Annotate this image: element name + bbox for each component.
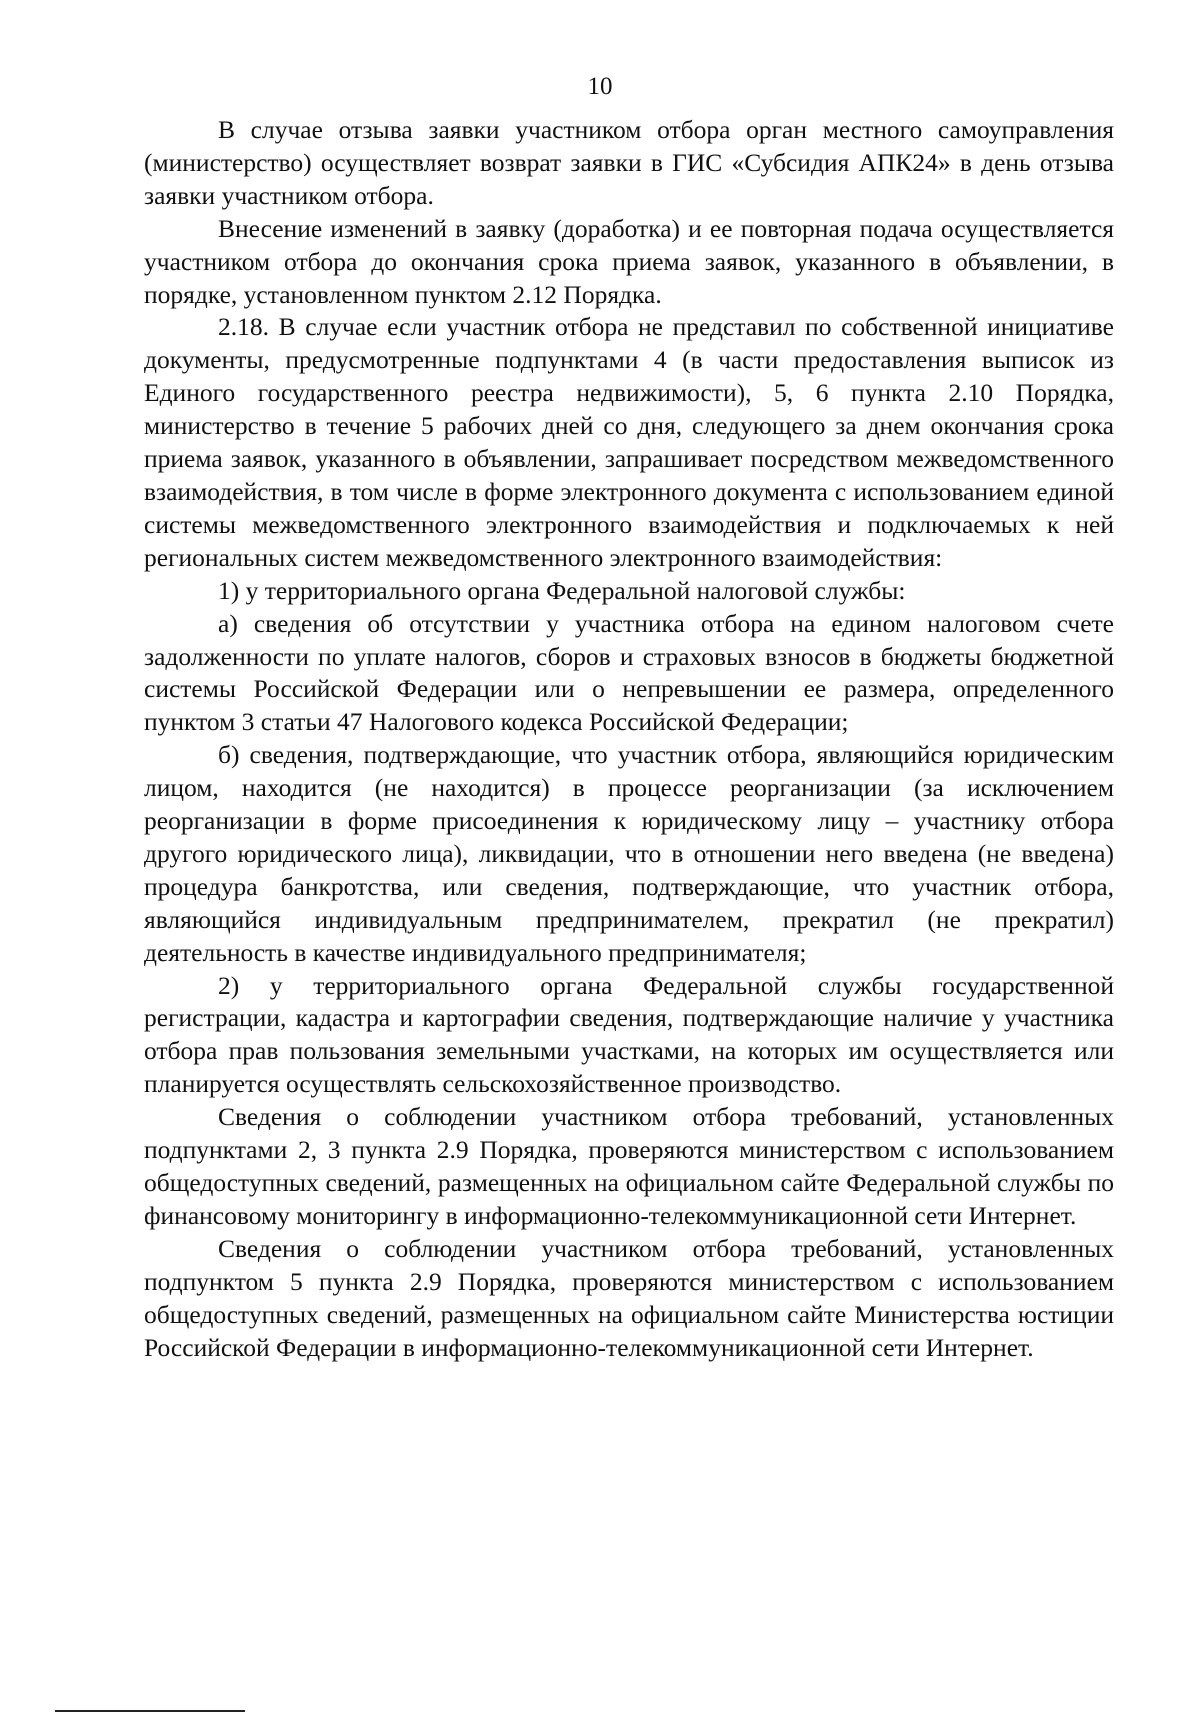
document-body (144, 114, 1114, 1364)
paragraph-amendment: Внесение изменений в заявку (доработка) и ее повторная подача осуществляется участником отбора до окончания срока приема заявок, указанного в объявлении, в порядке, установленном пунктом 2.12 Порядка. (144, 213, 1114, 309)
paragraph-minjust: Сведения о соблюдении участником отбора требований, установленных подпунктом 5 пункта 2.9 Порядка, проверяются министерством с использованием общедоступных сведений, размещенных на официальном сайте Министерства юстиции Российской Федерации в информационно-телекоммуникационной сети Интернет. (144, 1233, 1114, 1362)
footer-rule (55, 1710, 245, 1712)
paragraph-item-1a: а) сведения об отсутствии у участника отбора на едином налоговом счете задолженности по уплате налогов, сборов и страховых взносов в бюджеты бюджетной системы Российской Федерации или о непревышении ее размера, определенного пунктом 3 статьи 47 Налогового кодекса Российской Федерации; (144, 608, 1114, 737)
paragraph-item-2: 2) у территориального органа Федеральной службы государственной регистрации, кадастра и картографии сведения, подтверждающие наличие у участника отбора прав пользования земельными участками, на которых им осуществляется или планируется осуществлять сельскохозяйственное производство. (144, 970, 1114, 1099)
paragraph-item-1: 1) у территориального органа Федеральной налоговой службы: (218, 575, 906, 605)
paragraph-item-1b: б) сведения, подтверждающие, что участник отбора, являющийся юридическим лицом, находится (не находится) в процессе реорганизации (за исключением реорганизации в форме присоединения к юридическому лицу – участнику отбора другого юридического лица), ликвидации, что в отношении него введена (не введена) процедура банкротства, или сведения, подтверждающие, что участник отбора, являющийся индивидуальным предпринимателем, прекратил (не прекратил) деятельность в качестве индивидуального предпринимателя; (144, 740, 1114, 967)
page-number: 10 (587, 73, 613, 100)
paragraph-rosfinmonitoring: Сведения о соблюдении участником отбора требований, установленных подпунктами 2, 3 пункта 2.9 Порядка, проверяются министерством с использованием общедоступных сведений, размещенных на официальном сайте Федеральной службы по финансовому мониторингу в информационно-телекоммуникационной сети Интернет. (144, 1102, 1114, 1230)
paragraph-2-18: 2.18. В случае если участник отбора не представил по собственной инициативе документы, предусмотренные подпунктами 4 (в части предоставления выписок из Единого государственного реестра недвижимости), 5, 6 пункта 2.10 Порядка, министерство в течение 5 рабочих дней со дня, следующего за днем окончания срока приема заявок, указанного в объявлении, запрашивает посредством межведомственного взаимодействия, в том числе в форме электронного документа с использованием единой системы межведомственного электронного взаимодействия и подключаемых к ней региональных систем межведомственного электронного взаимодействия: (144, 312, 1114, 572)
paragraph-withdrawal: В случае отзыва заявки участником отбора орган местного самоуправления (министерство) осуществляет возврат заявки в ГИС «Субсидия АПК24» в день отзыва заявки участником отбора. (144, 115, 1114, 210)
